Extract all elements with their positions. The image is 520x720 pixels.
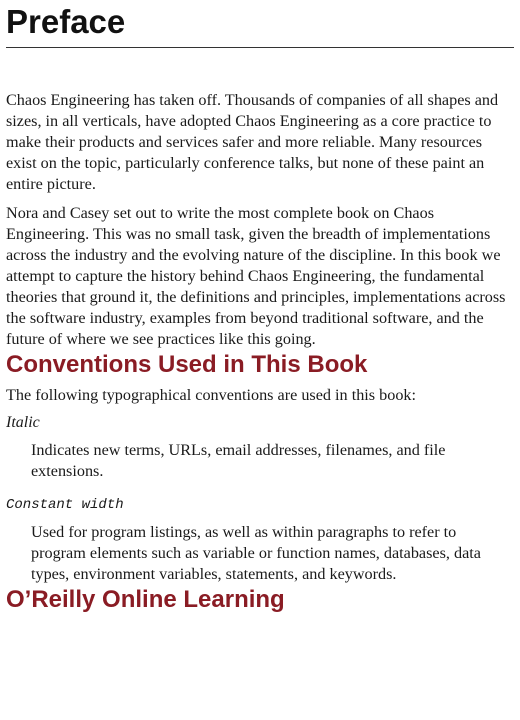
section-heading-conventions: Conventions Used in This Book — [6, 351, 368, 378]
section-heading-online-learning: O’Reilly Online Learning — [6, 586, 285, 613]
conventions-intro: The following typographical conventions are used in this book: — [6, 386, 416, 404]
term-definition: Indicates new terms, URLs, email addresses, filenames, and file extensions. — [31, 441, 446, 480]
term-italic: Italic — [6, 414, 40, 431]
chapter-title: Preface — [6, 3, 126, 40]
document-page — [6, 0, 514, 615]
title-rule — [6, 47, 514, 48]
term-definition: Used for program listings, as well as within paragraphs to refer to program elements such as variable or function names, databases, data types, environment variables, statements, and keywords. — [31, 523, 481, 583]
term-constant-width: Constant width — [6, 497, 124, 513]
body-paragraph: Nora and Casey set out to write the most complete book on Chaos Engineering. This was no small task, given the breadth of implementations across the industry and the evolving nature of the discipline. In this book we attempt to capture the history behind Chaos Engineering, the fundamental theories that ground it, the definitions and principles, implementations across the software industry, examples from beyond traditional software, and the future of where we see practices like this going. — [6, 204, 506, 348]
body-paragraph: Chaos Engineering has taken off. Thousands of companies of all shapes and sizes, in all verticals, have adopted Chaos Engineering as a core practice to make their products and services safer and more reliable. Many resources exist on the topic, particularly conference talks, but none of these paint an entire picture. — [6, 91, 499, 193]
